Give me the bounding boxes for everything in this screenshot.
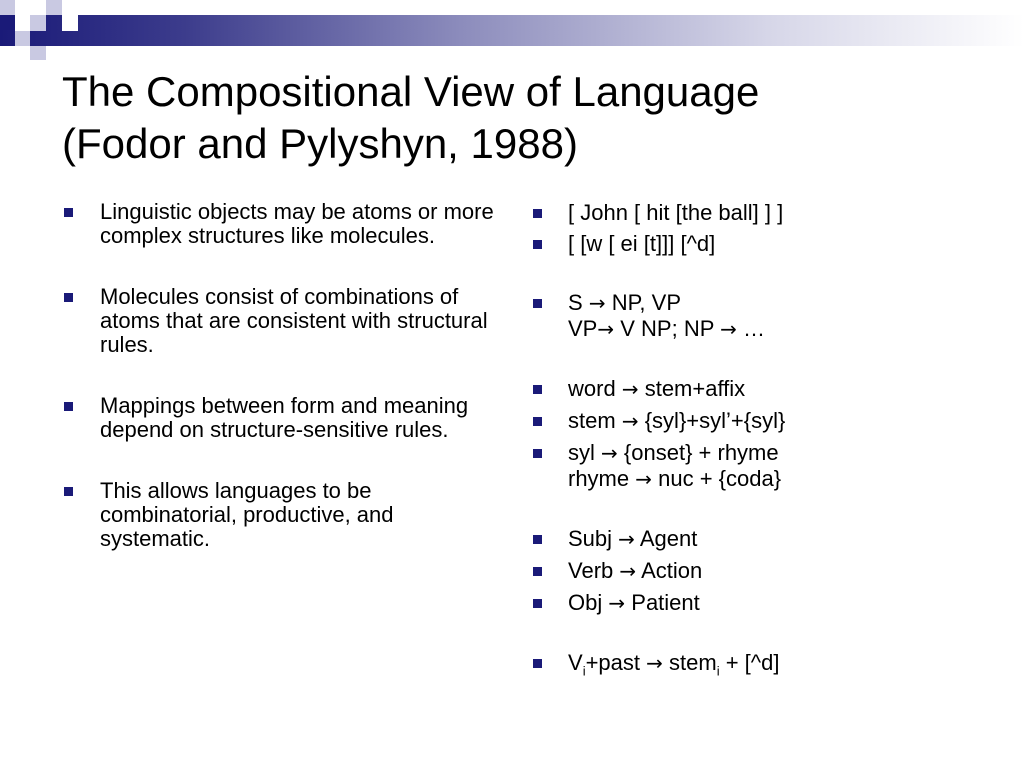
list-item: [530, 590, 990, 616]
bullet-icon: [533, 240, 542, 249]
list-item: [530, 650, 990, 679]
right-arrow-icon: →: [588, 291, 606, 315]
decorative-square: [15, 31, 30, 46]
rule-lhs: Subj: [568, 526, 613, 551]
right-arrow-icon: →: [621, 377, 639, 401]
decorative-square: [46, 0, 62, 15]
bullet-text: This allows languages to be combinatorial, productive, and systematic.: [100, 478, 394, 551]
rule-rhs: V NP; NP: [620, 316, 714, 341]
rule-rhs: {onset} + rhyme: [623, 440, 779, 465]
slide-title: [62, 66, 962, 170]
right-arrow-icon: →: [608, 591, 626, 615]
bullet-icon: [64, 208, 73, 217]
bullet-icon: [533, 535, 542, 544]
rule-lhs: stem: [568, 408, 616, 433]
rule-rhs: nuc + {coda}: [658, 466, 782, 491]
right-arrow-icon: →: [619, 559, 637, 583]
subscript: i: [716, 663, 720, 679]
rule-lhs: V: [568, 650, 583, 675]
list-item: [530, 526, 990, 552]
decorative-square: [62, 15, 78, 31]
rule-lhs: +past: [585, 650, 641, 675]
right-arrow-icon: →: [621, 409, 639, 433]
list-item: [530, 200, 990, 225]
rule-rhs: {syl}+syl’+{syl}: [644, 408, 786, 433]
decorative-square: [15, 15, 30, 31]
bullet-icon: [533, 299, 542, 308]
bullet-icon: [533, 385, 542, 394]
left-bullet-list: [62, 200, 502, 588]
bullet-text: Molecules consist of combinations of atoms that are consistent with structural rules.: [100, 284, 488, 357]
title-line-1: The Compositional View of Language: [62, 68, 760, 115]
bullet-text: Linguistic objects may be atoms or more complex structures like molecules.: [100, 199, 494, 248]
bracket-word: [ [w [ ei [t]]] [^d]: [568, 231, 716, 256]
right-arrow-icon: →: [601, 441, 618, 465]
list-item: [530, 558, 990, 584]
rule-rhs: …: [743, 316, 766, 341]
decorative-square: [0, 0, 15, 15]
rule-rhs: Patient: [631, 590, 700, 615]
bullet-icon: [533, 449, 542, 458]
rule-lhs: rhyme: [568, 466, 630, 491]
subscript: i: [582, 663, 586, 679]
bullet-icon: [64, 402, 73, 411]
decorative-square: [30, 46, 46, 60]
rule-rhs: + [^d]: [719, 650, 780, 675]
rule-rhs: stem: [669, 650, 717, 675]
list-item: [530, 440, 990, 492]
decorative-square: [0, 15, 15, 30]
decorative-square: [30, 15, 46, 31]
rule-lhs: syl: [568, 440, 595, 465]
right-arrow-icon: →: [646, 651, 663, 675]
list-item: [62, 394, 502, 442]
rule-lhs: Verb: [568, 558, 614, 583]
bullet-icon: [64, 487, 73, 496]
rule-line: [568, 316, 990, 342]
right-arrow-icon: →: [635, 467, 653, 491]
bullet-icon: [533, 567, 542, 576]
list-item: [62, 479, 502, 551]
list-item: [530, 408, 990, 434]
list-item: [530, 290, 990, 342]
rule-lhs: VP: [568, 316, 598, 341]
rule-lhs: Obj: [568, 590, 603, 615]
bullet-icon: [533, 417, 542, 426]
list-item: [62, 285, 502, 357]
bullet-icon: [533, 599, 542, 608]
right-bullet-list: [530, 200, 990, 679]
right-arrow-icon: →: [618, 527, 635, 551]
bullet-text: Mappings between form and meaning depend on structure-sensitive rules.: [100, 393, 469, 442]
rule-rhs: stem+affix: [644, 376, 746, 401]
rule-rhs: NP, VP: [611, 290, 682, 315]
list-item: [62, 200, 502, 248]
bracket-john: [ John [ hit [the ball] ] ]: [568, 200, 784, 225]
list-item: [530, 231, 990, 256]
rule-rhs: Agent: [639, 526, 698, 551]
rule-lhs: S: [568, 290, 583, 315]
title-line-2: (Fodor and Pylyshyn, 1988): [62, 120, 578, 167]
rule-line: [568, 290, 990, 316]
bullet-icon: [533, 659, 542, 668]
rule-line: [568, 466, 990, 492]
header-gradient-bar: [0, 15, 1024, 46]
right-arrow-icon: →: [597, 317, 615, 341]
rule-rhs: Action: [641, 558, 703, 583]
right-arrow-icon: →: [720, 317, 737, 341]
list-item: [530, 376, 990, 402]
rule-line: [568, 440, 990, 466]
rule-lhs: word: [568, 376, 616, 401]
bullet-icon: [64, 293, 73, 302]
bullet-icon: [533, 209, 542, 218]
